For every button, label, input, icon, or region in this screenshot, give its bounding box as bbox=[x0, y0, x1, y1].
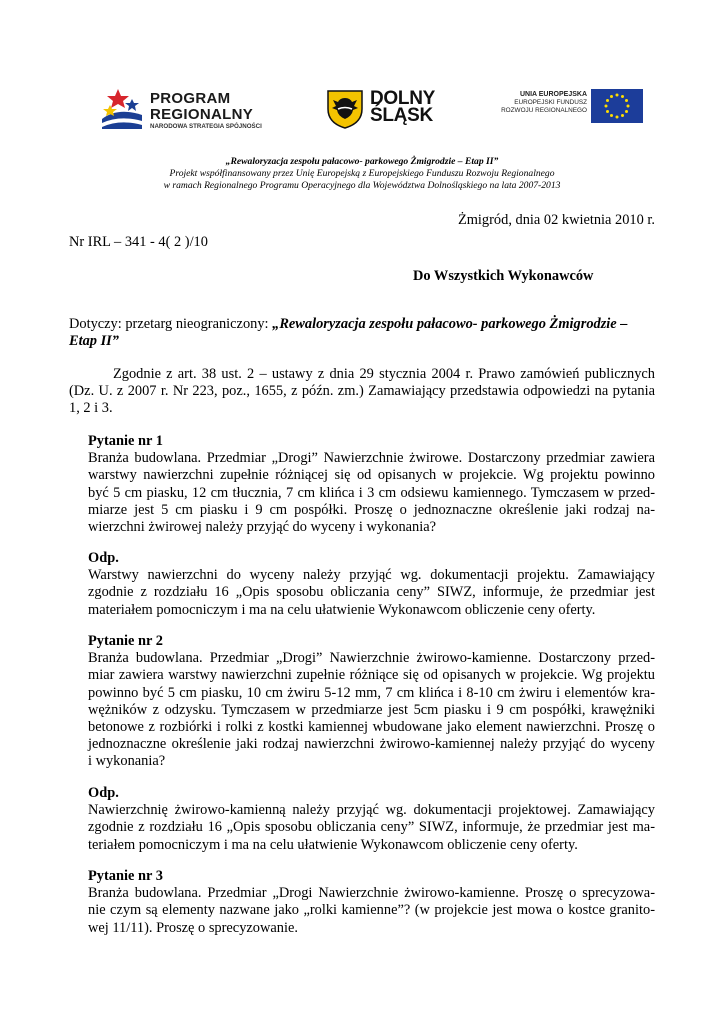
answer-1-line: Warstwy nawierzchni do wyceny należy przyjąć wg. dokumentacji projektu. Zamawiający bbox=[88, 567, 655, 584]
intro-line: (Dz. U. z 2007 r. Nr 223, poz., 1655, z późn. zm.) Zamawiający przedstawia odpowiedzi na pytania bbox=[69, 383, 655, 400]
question-2-heading: Pytanie nr 2 bbox=[88, 633, 163, 649]
answer-1-line: materiałem pomocniczym i ma na celu ułatwienie Wykonawcom obliczenie ceny oferty. bbox=[88, 601, 596, 618]
question-1-line: być 5 cm piasku, 12 cm tłucznia, 7 cm klińca i 3 cm odsiewu kamiennego. Tymczasem w przed- bbox=[88, 484, 655, 501]
question-2-line: betonowe z rozbiórki i rolki z kostki kamiennej wbudowane jako element nawierzchni. Proszę o bbox=[88, 719, 655, 736]
answer-2-heading: Odp. bbox=[88, 785, 119, 801]
program-regionalny-line3: NARODOWA STRATEGIA SPÓJNOŚCI bbox=[150, 123, 262, 130]
answer-1-heading: Odp. bbox=[88, 550, 119, 566]
unia-line2: EUROPEJSKI FUNDUSZ bbox=[514, 99, 587, 106]
project-header bbox=[0, 156, 724, 192]
project-cofinancing: Projekt współfinansowany przez Unię Europejską z Europejskiego Funduszu Rozwoju Regionalnego bbox=[169, 168, 555, 179]
intro-line: 1, 2 i 3. bbox=[69, 400, 113, 417]
intro-paragraph bbox=[69, 366, 655, 418]
question-2-line: miar zawiera warstwy nawierzchni zupełnie różniące się od opisanych w projekcie. Wg projektu bbox=[88, 667, 655, 684]
answer-2 bbox=[88, 785, 655, 854]
question-2-line: i wykonania? bbox=[88, 753, 166, 770]
question-3-heading: Pytanie nr 3 bbox=[88, 868, 163, 884]
question-3-line: nie czym są elementy nazwane jako „rolki kamienne”? (w projekcie jest mowa o kostce granito- bbox=[88, 902, 655, 919]
unia-line3: ROZWOJU REGIONALNEGO bbox=[501, 107, 587, 114]
document-date: Żmigród, dnia 02 kwietnia 2010 r. bbox=[457, 212, 655, 228]
subject-title-line2: Etap II” bbox=[69, 333, 119, 349]
addressee: Do Wszystkich Wykonawców bbox=[413, 268, 594, 284]
project-program: w ramach Regionalnego Programu Operacyjnego dla Województwa Dolnośląskiego na lata 2007-2013 bbox=[163, 180, 561, 191]
question-1-line: wierzchni żwirowej należy przyjąć do wyceny i wykonania? bbox=[88, 519, 437, 536]
answer-2-line: teriałem pomocniczym i ma na celu ułatwienie Wykonawcom obliczenie ceny oferty. bbox=[88, 836, 578, 853]
dolny-slask-line1: DOLNY bbox=[370, 88, 436, 109]
subject-title-line1: „Rewaloryzacja zespołu pałacowo- parkowego Żmigrodzie – bbox=[272, 316, 628, 332]
answer-2-line: Nawierzchnię żwirowo-kamienną należy przyjąć wg. dokumentacji projektowej. Zamawiający bbox=[88, 802, 655, 819]
question-2-line: wężników z odzysku. Tymczasem w przedmiarze jest 5cm piasku i 9 cm pospółki, krawężniki bbox=[88, 701, 655, 718]
question-1 bbox=[88, 433, 655, 536]
question-2 bbox=[88, 633, 655, 771]
intro-line: Zgodnie z art. 38 ust. 2 – ustawy z dnia 29 stycznia 2004 r. Prawo zamówień publicznych bbox=[113, 366, 655, 382]
question-3-line: Branża budowlana. Przedmiar „Drogi Nawierzchnie żwirowo-kamienne. Proszę o sprecyzowa- bbox=[88, 885, 655, 902]
question-1-heading: Pytanie nr 1 bbox=[88, 433, 163, 449]
logo-bar bbox=[0, 83, 724, 139]
question-2-line: Branża budowlana. Przedmiar „Drogi” Nawierzchnie żwirowo-kamienne. Dostarczony przed- bbox=[88, 650, 655, 667]
dolny-slask-line2: ŚLĄSK bbox=[370, 105, 433, 126]
question-1-line: Branża budowlana. Przedmiar „Drogi” Nawierzchnie żwirowe. Dostarczony przedmiar zawiera bbox=[88, 450, 655, 467]
question-1-line: warstwy nawierzchni zupełnie różniącej się od opisanych w projekcie. Wg projektu powinno bbox=[88, 467, 655, 484]
question-1-line: miarze jest 5 cm piasku i 9 cm pospółki. Proszę o jednoznaczne określenie jaki rodzaj na- bbox=[88, 501, 655, 518]
answer-1 bbox=[88, 550, 655, 619]
program-regionalny-line1: PROGRAM bbox=[150, 90, 231, 107]
subject-line bbox=[69, 316, 628, 333]
reference-number: Nr IRL – 341 - 4( 2 )/10 bbox=[69, 234, 208, 250]
program-regionalny-line2: REGIONALNY bbox=[150, 106, 254, 123]
dolny-slask-logo bbox=[326, 89, 456, 129]
question-3 bbox=[88, 868, 655, 937]
unia-europejska-logo bbox=[488, 89, 648, 123]
question-2-line: powinno być 5 cm piasku, 10 cm żwiru 5-12 mm, 7 cm klińca i 8-10 cm żwiru i elementów kra- bbox=[88, 684, 655, 701]
project-title: „Rewaloryzacja zespołu pałacowo- parkowego Żmigrodzie – Etap II” bbox=[225, 156, 499, 167]
eu-flag-icon bbox=[591, 89, 643, 123]
program-regionalny-logo bbox=[98, 83, 298, 135]
question-2-line: jednoznaczne określenie jaki rodzaj nawierzchni żwirowo-kamiennej należy przyjąć do wyceny bbox=[88, 736, 655, 753]
answer-2-line: zgodnie z rozdziału 16 „Opis sposobu obliczania ceny” SIWZ, informuje, że przedmiar jest ma- bbox=[88, 819, 655, 836]
dolny-slask-crest-icon bbox=[326, 89, 364, 129]
question-3-line: wej 11/11). Proszę o sprecyzowanie. bbox=[88, 919, 298, 936]
answer-1-line: zgodnie z rozdziału 16 „Opis sposobu obliczania ceny” SIWZ, informuje, że przedmiar jest bbox=[88, 584, 655, 601]
subject-prefix: Dotyczy: przetarg nieograniczony: bbox=[69, 316, 273, 332]
program-regionalny-emblem-icon bbox=[98, 85, 144, 131]
unia-line1: UNIA EUROPEJSKA bbox=[519, 91, 587, 98]
